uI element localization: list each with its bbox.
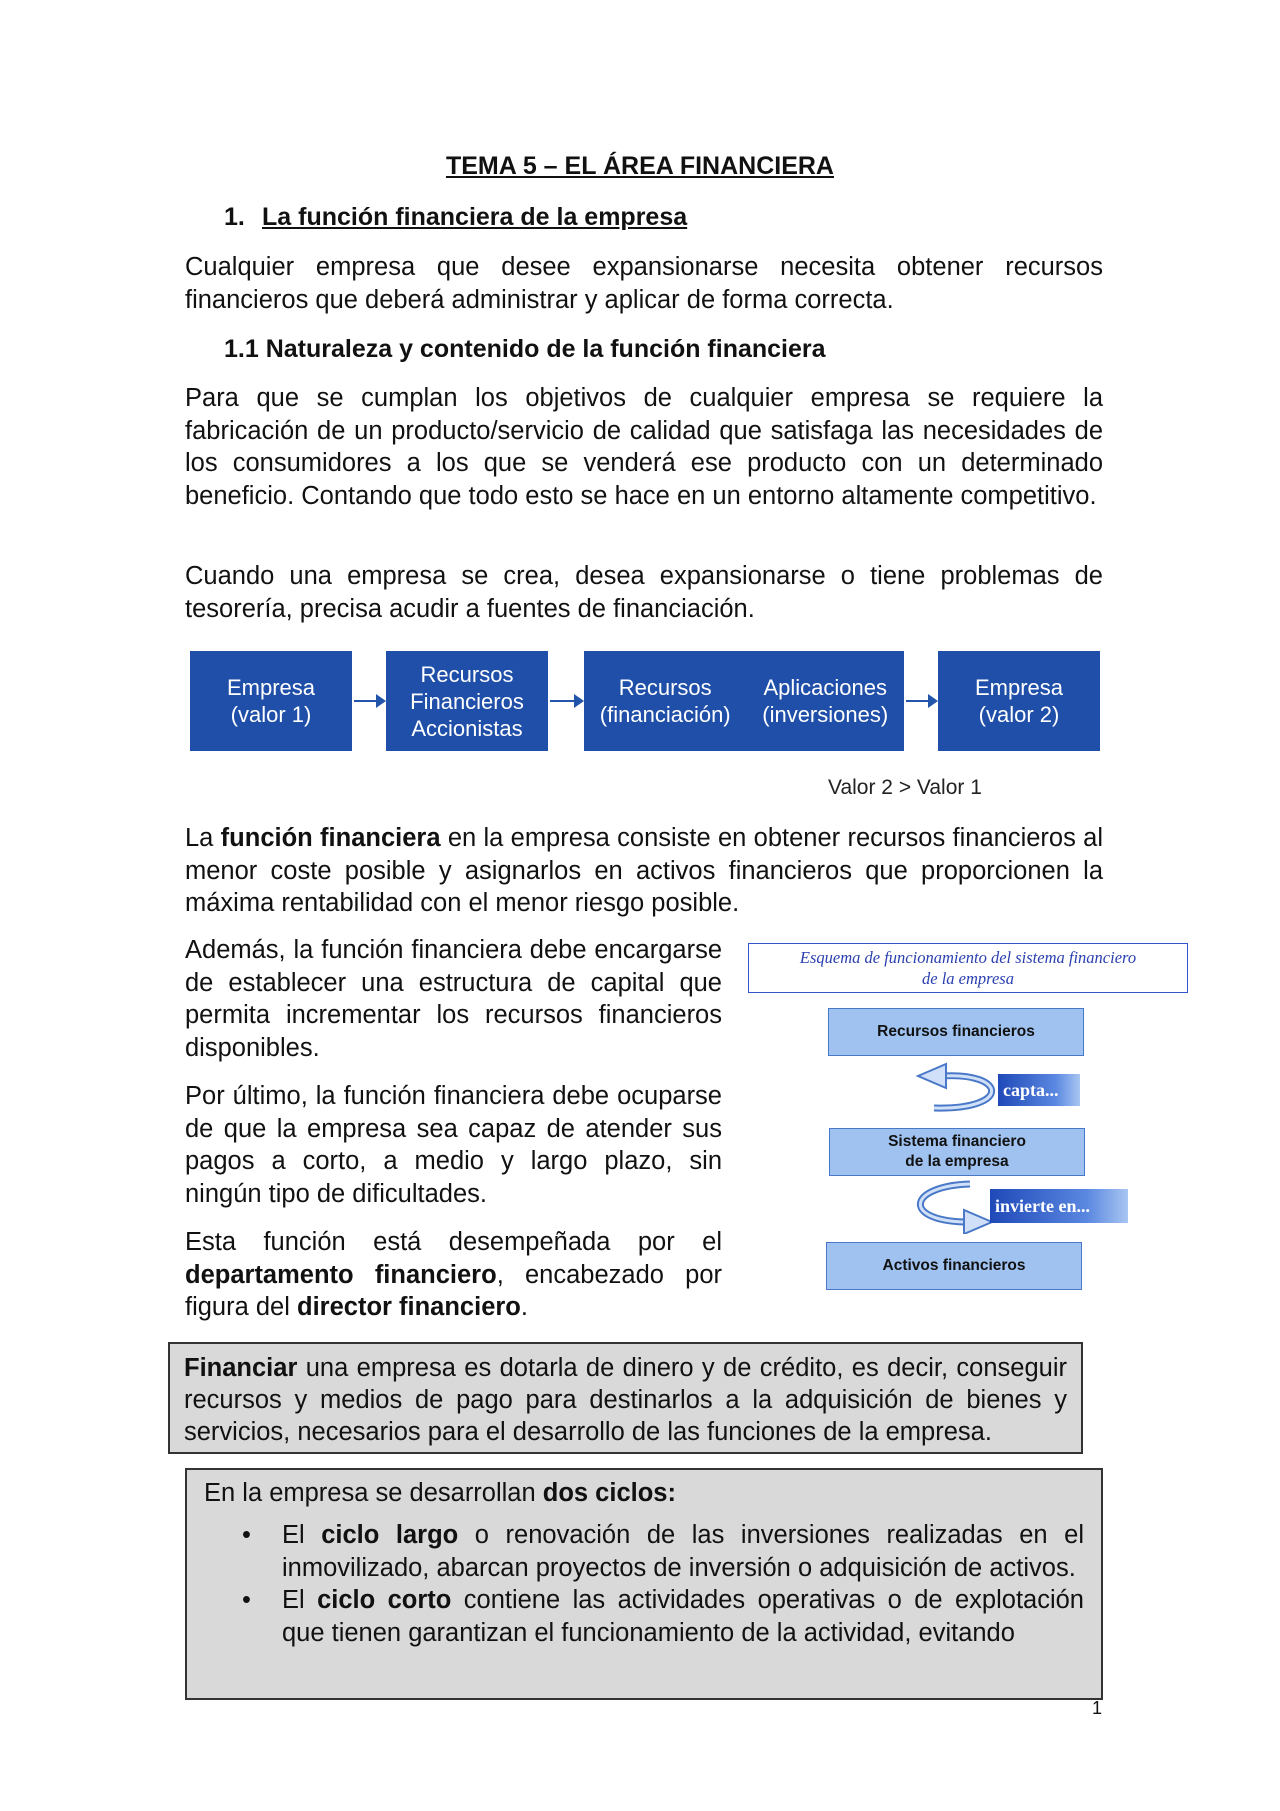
ciclos-box (185, 1468, 1103, 1700)
ultimo-paragraph (185, 1080, 722, 1210)
flow-box-recursos (600, 674, 731, 728)
bold-term: director financiero (297, 1293, 521, 1321)
ciclos-intro (204, 1477, 1084, 1509)
schema-tag-invierte: invierte en... (990, 1189, 1128, 1223)
page-number: 1 (1092, 1698, 1103, 1718)
flow-box-line: Financieros (410, 688, 524, 714)
list-item (204, 1519, 1084, 1584)
flow-box-line: Aplicaciones (763, 675, 887, 700)
objetivos-text: Para que se cumplan los objetivos de cualquier empresa se requiere la fabricación de un producto/servicio de calidad que satisfaga las necesidades de los consumidores a los que se venderá ese producto con un determinado beneficio. Contando que todo esto se hace en un entorno altamente competitivo. (185, 384, 1103, 510)
flow-box-line: Empresa (974, 675, 1064, 700)
schema-box-recursos: Recursos financieros (828, 1008, 1084, 1056)
objetivos-paragraph (185, 382, 1103, 512)
text-run: en la empresa consiste en obtener recursos financieros al menor coste posible y asignarlos en activos financieros que proporcionen la máxima rentabilidad con el menor riesgo posible. (185, 824, 1103, 917)
text-run: La (185, 824, 221, 852)
section-1-title: La función financiera de la empresa (262, 203, 688, 231)
text-run: El (282, 1586, 318, 1614)
flow-box-empresa-valor1 (190, 651, 352, 751)
text-run: En la empresa se desarrollan (204, 1479, 543, 1507)
intro-paragraph (185, 251, 1103, 316)
esta-text (185, 1226, 722, 1324)
section-1-1-heading: 1.1 Naturaleza y contenido de la función financiera (224, 335, 826, 363)
schema-header-line: Esquema de funcionamiento del sistema financiero (799, 948, 1137, 967)
flow-box-line: (financiación) (599, 702, 731, 727)
flow-box-line: (valor 2) (978, 702, 1060, 727)
text-run: una empresa es dotarla de dinero y de crédito, es decir, conseguir recursos y medios de pago para destinarlos a la adquisición de bienes y servicios, necesarios para el desarrollo de las funciones de la empresa. (184, 1354, 1067, 1446)
flow-box-line: (valor 1) (230, 702, 312, 727)
schema-header (748, 943, 1188, 993)
text-run: , encabezado por figura del (185, 1260, 722, 1321)
text-run: . (520, 1293, 528, 1321)
bullet-icon: • (242, 1521, 251, 1549)
flow-arrow (906, 700, 936, 702)
ciclos-list (204, 1519, 1084, 1649)
financiar-text (184, 1352, 1067, 1448)
cuando-paragraph (185, 560, 1103, 625)
ultimo-text: Por último, la función financiera debe ocuparse de que la empresa sea capaz de atender sus pagos a corto, a medio y largo plazo, sin ningún tipo de dificultades. (185, 1082, 722, 1208)
schema-tag-capta: capta... (998, 1074, 1080, 1106)
flow-box-recursos-financieros (386, 651, 548, 751)
flow-box-line: Recursos (420, 661, 514, 687)
text-run: Esta función está desempeñada por el (185, 1228, 722, 1256)
schema-box-sistema (829, 1128, 1085, 1176)
flow-box-recursos-aplicaciones (584, 651, 904, 751)
funcion-text (185, 822, 1103, 920)
bold-term: ciclo corto (317, 1586, 452, 1614)
ademas-text: Además, la función financiera debe encargarse de establecer una estructura de capital que permita incrementar los recursos financieros disponibles. (185, 936, 722, 1062)
page-title: TEMA 5 – EL ÁREA FINANCIERA (445, 152, 834, 180)
bold-term: función financiera (220, 824, 441, 852)
bold-term: Financiar (184, 1354, 298, 1382)
cuando-text: Cuando una empresa se crea, desea expansionarse o tiene problemas de tesorería, precisa acudir a fuentes de financiación. (185, 562, 1103, 623)
flow-box-aplicaciones (762, 674, 888, 728)
flow-box-empresa-valor2 (938, 651, 1100, 751)
list-item (204, 1584, 1084, 1649)
flow-caption: Valor 2 > Valor 1 (828, 776, 982, 799)
financiar-definition-box (168, 1342, 1083, 1454)
text-run: o renovación de las inversiones realizadas en el inmovilizado, abarcan proyectos de inversión o adquisición de activos. (282, 1521, 1084, 1582)
bullet-icon: • (242, 1586, 251, 1614)
schema-box-activos: Activos financieros (826, 1242, 1082, 1290)
curved-arrow-icon (912, 1062, 1012, 1120)
section-1-heading (224, 203, 687, 232)
schema-box-line: de la empresa (905, 1153, 1009, 1170)
esta-paragraph (185, 1226, 722, 1324)
intro-text: Cualquier empresa que desee expansionarse necesita obtener recursos financieros que deberá administrar y aplicar de forma correcta. (185, 253, 1103, 314)
flow-arrow (354, 700, 384, 702)
bold-term: dos ciclos: (542, 1479, 676, 1507)
bold-term: departamento financiero (185, 1260, 497, 1289)
text-run: El (282, 1521, 322, 1549)
schema-header-line: de la empresa (922, 969, 1014, 988)
flow-box-line: Empresa (226, 675, 316, 700)
section-1-number: 1. (224, 203, 245, 231)
flow-arrow (550, 700, 582, 702)
bold-term: ciclo largo (321, 1521, 459, 1549)
schema-box-line: Sistema financiero (888, 1133, 1026, 1150)
flow-box-line: Recursos (618, 675, 712, 700)
flow-box-line: Accionistas (411, 715, 523, 741)
flow-box-line: (inversiones) (762, 702, 889, 727)
text-run: contiene las actividades operativas o de explotación que tienen garantizan el funcionamiento de la actividad, evitando (282, 1586, 1084, 1647)
ademas-paragraph (185, 934, 722, 1064)
curved-arrow-icon (898, 1176, 998, 1234)
funcion-paragraph (185, 822, 1103, 920)
